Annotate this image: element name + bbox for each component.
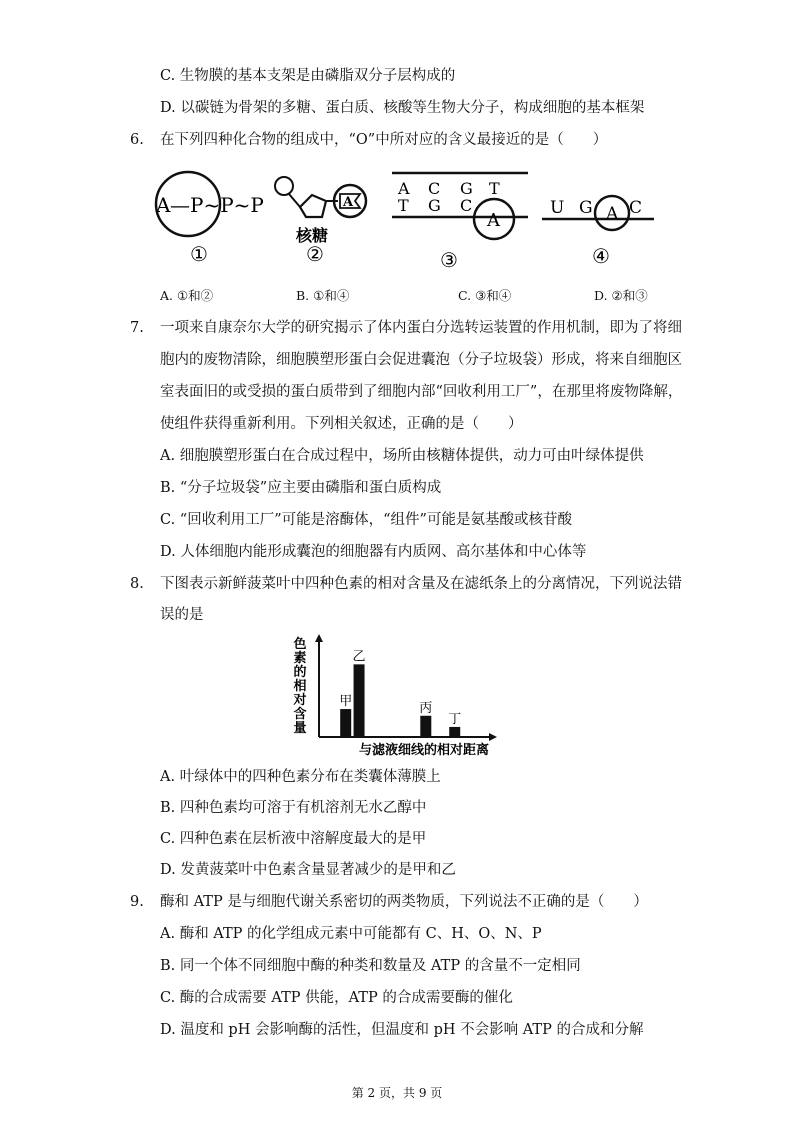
q7-stem-line-3: 室表面旧的或受损的蛋白质带到了细胞内部“回收利用工厂”，在那里将废物降解， [160,384,683,400]
fig3-top-2: C [428,179,441,198]
y-axis-label-char: 相 [293,679,307,694]
bar-label-3: 丙 [419,700,433,716]
fig2-sugar-label: 核糖 [296,226,329,245]
q8-stem-line-2: 误的是 [160,607,204,623]
q8-stem-line-1: 下图表示新鲜菠菜叶中四种色素的相对含量及在滤纸条上的分离情况，下列说法错 [160,576,682,592]
fig3-top-1: A [398,179,410,198]
page-footer: 第 2 页，共 9 页 [351,1086,443,1100]
q8-option-a: A. 叶绿体中的四种色素分布在类囊体薄膜上 [160,769,441,785]
fig1-number: ① [190,242,208,266]
y-axis-label-group [292,636,306,736]
fig2-base-label: A [343,195,354,210]
q9-stem: 酶和 ATP 是与细胞代谢关系密切的两类物质，下列说法不正确的是（ ） [160,894,648,910]
bar-label-4: 丁 [448,711,462,727]
fig4-number: ④ [592,244,610,268]
fig3-bottom-4: A [487,210,500,231]
q6-number: 6. [130,132,144,148]
q7-option-c: C. “回收利用工厂”可能是溶酶体，“组件”可能是氨基酸或核苷酸 [160,512,572,528]
q8-option-b: B. 四种色素均可溶于有机溶剂无水乙醇中 [160,800,427,816]
pigment-bar-chart [285,632,545,762]
fig4-base-4: C [629,198,643,218]
q9-number: 9. [130,894,144,910]
y-axis-label-char: 量 [293,721,307,736]
bar-1 [340,709,351,737]
q5-option-c: C. 生物膜的基本支架是由磷脂双分子层构成的 [160,68,456,84]
q6-figures [0,165,794,275]
y-axis-label-char: 对 [293,693,307,708]
q7-number: 7. [130,320,144,336]
fig3-top-4: T [489,179,500,198]
x-axis-label: 与滤液细线的相对距离 [359,743,490,758]
fig3-number: ③ [440,248,458,272]
q7-option-d: D. 人体细胞内能形成囊泡的细胞器有内质网、高尔基体和中心体等 [160,544,587,560]
q6-option-b: B. ①和④ [296,288,350,303]
q9-option-d: D. 温度和 pH 会影响酶的活性，但温度和 pH 不会影响 ATP 的合成和分解 [160,1022,644,1038]
y-axis-label-char: 素 [293,651,307,666]
q5-option-d: D. 以碳链为骨架的多糖、蛋白质、核酸等生物大分子，构成细胞的基本框架 [160,100,645,116]
figure-1-atp [155,172,264,266]
fig3-bottom-1: T [398,196,409,215]
fig2-number: ② [306,242,324,266]
q7-option-b: B. “分子垃圾袋”应主要由磷脂和蛋白质构成 [160,480,442,496]
bar-label-2: 乙 [352,649,366,665]
bar-3 [420,716,431,737]
q8-option-c: C. 四种色素在层析液中溶解度最大的是甲 [160,831,427,847]
bar-label-1: 甲 [339,694,353,710]
fig4-base-3: A [606,204,619,224]
y-axis-label-char: 的 [293,665,307,680]
q7-option-a: A. 细胞膜塑形蛋白在合成过程中，场所由核糖体提供，动力可由叶绿体提供 [160,448,644,464]
y-axis-arrow [315,634,323,642]
q8-number: 8. [130,576,144,592]
fig4-base-1: U [550,198,565,218]
q9-option-a: A. 酶和 ATP 的化学组成元素中可能都有 C、H、O、N、P [160,926,542,942]
bar-4 [449,727,460,737]
q7-stem-line-2: 胞内的废物清除，细胞膜塑形蛋白会促进囊泡（分子垃圾袋）形成，将来自细胞区 [160,352,682,368]
fig3-bottom-2: G [428,196,441,215]
figure-2-nucleotide [275,177,366,266]
figure-4-rna [542,196,654,268]
fig3-top-3: G [460,179,473,198]
q6-stem: 在下列四种化合物的组成中，“O”中所对应的含义最接近的是（ ） [160,132,608,148]
fig3-bottom-3: C [460,196,473,215]
q6-option-c: C. ③和④ [458,288,512,303]
y-axis-label-char: 含 [293,707,307,722]
q8-option-d: D. 发黄菠菜叶中色素含量显著减少的是甲和乙 [160,862,456,878]
y-axis-label-char: 色 [293,637,307,652]
bar-2 [354,664,365,737]
q6-option-d: D. ②和③ [594,288,648,303]
q7-stem-line-1: 一项来自康奈尔大学的研究揭示了体内蛋白分选转运装置的作用机制，即为了将细 [160,320,682,336]
fig4-base-2: G [579,198,593,218]
figure-3-dna [392,173,528,272]
q9-option-b: B. 同一个体不同细胞中酶的种类和数量及 ATP 的含量不一定相同 [160,958,581,974]
q6-option-a: A. ①和② [160,288,214,303]
x-axis-arrow [489,733,497,741]
q9-option-c: C. 酶的合成需要 ATP 供能，ATP 的合成需要酶的催化 [160,990,513,1006]
fig1-phosphate-chain: —P~P~P [170,193,264,217]
fig1-adenine-label: A [156,193,171,217]
q7-stem-line-4: 使组件获得重新利用。下列相关叙述，正确的是（ ） [160,416,523,432]
